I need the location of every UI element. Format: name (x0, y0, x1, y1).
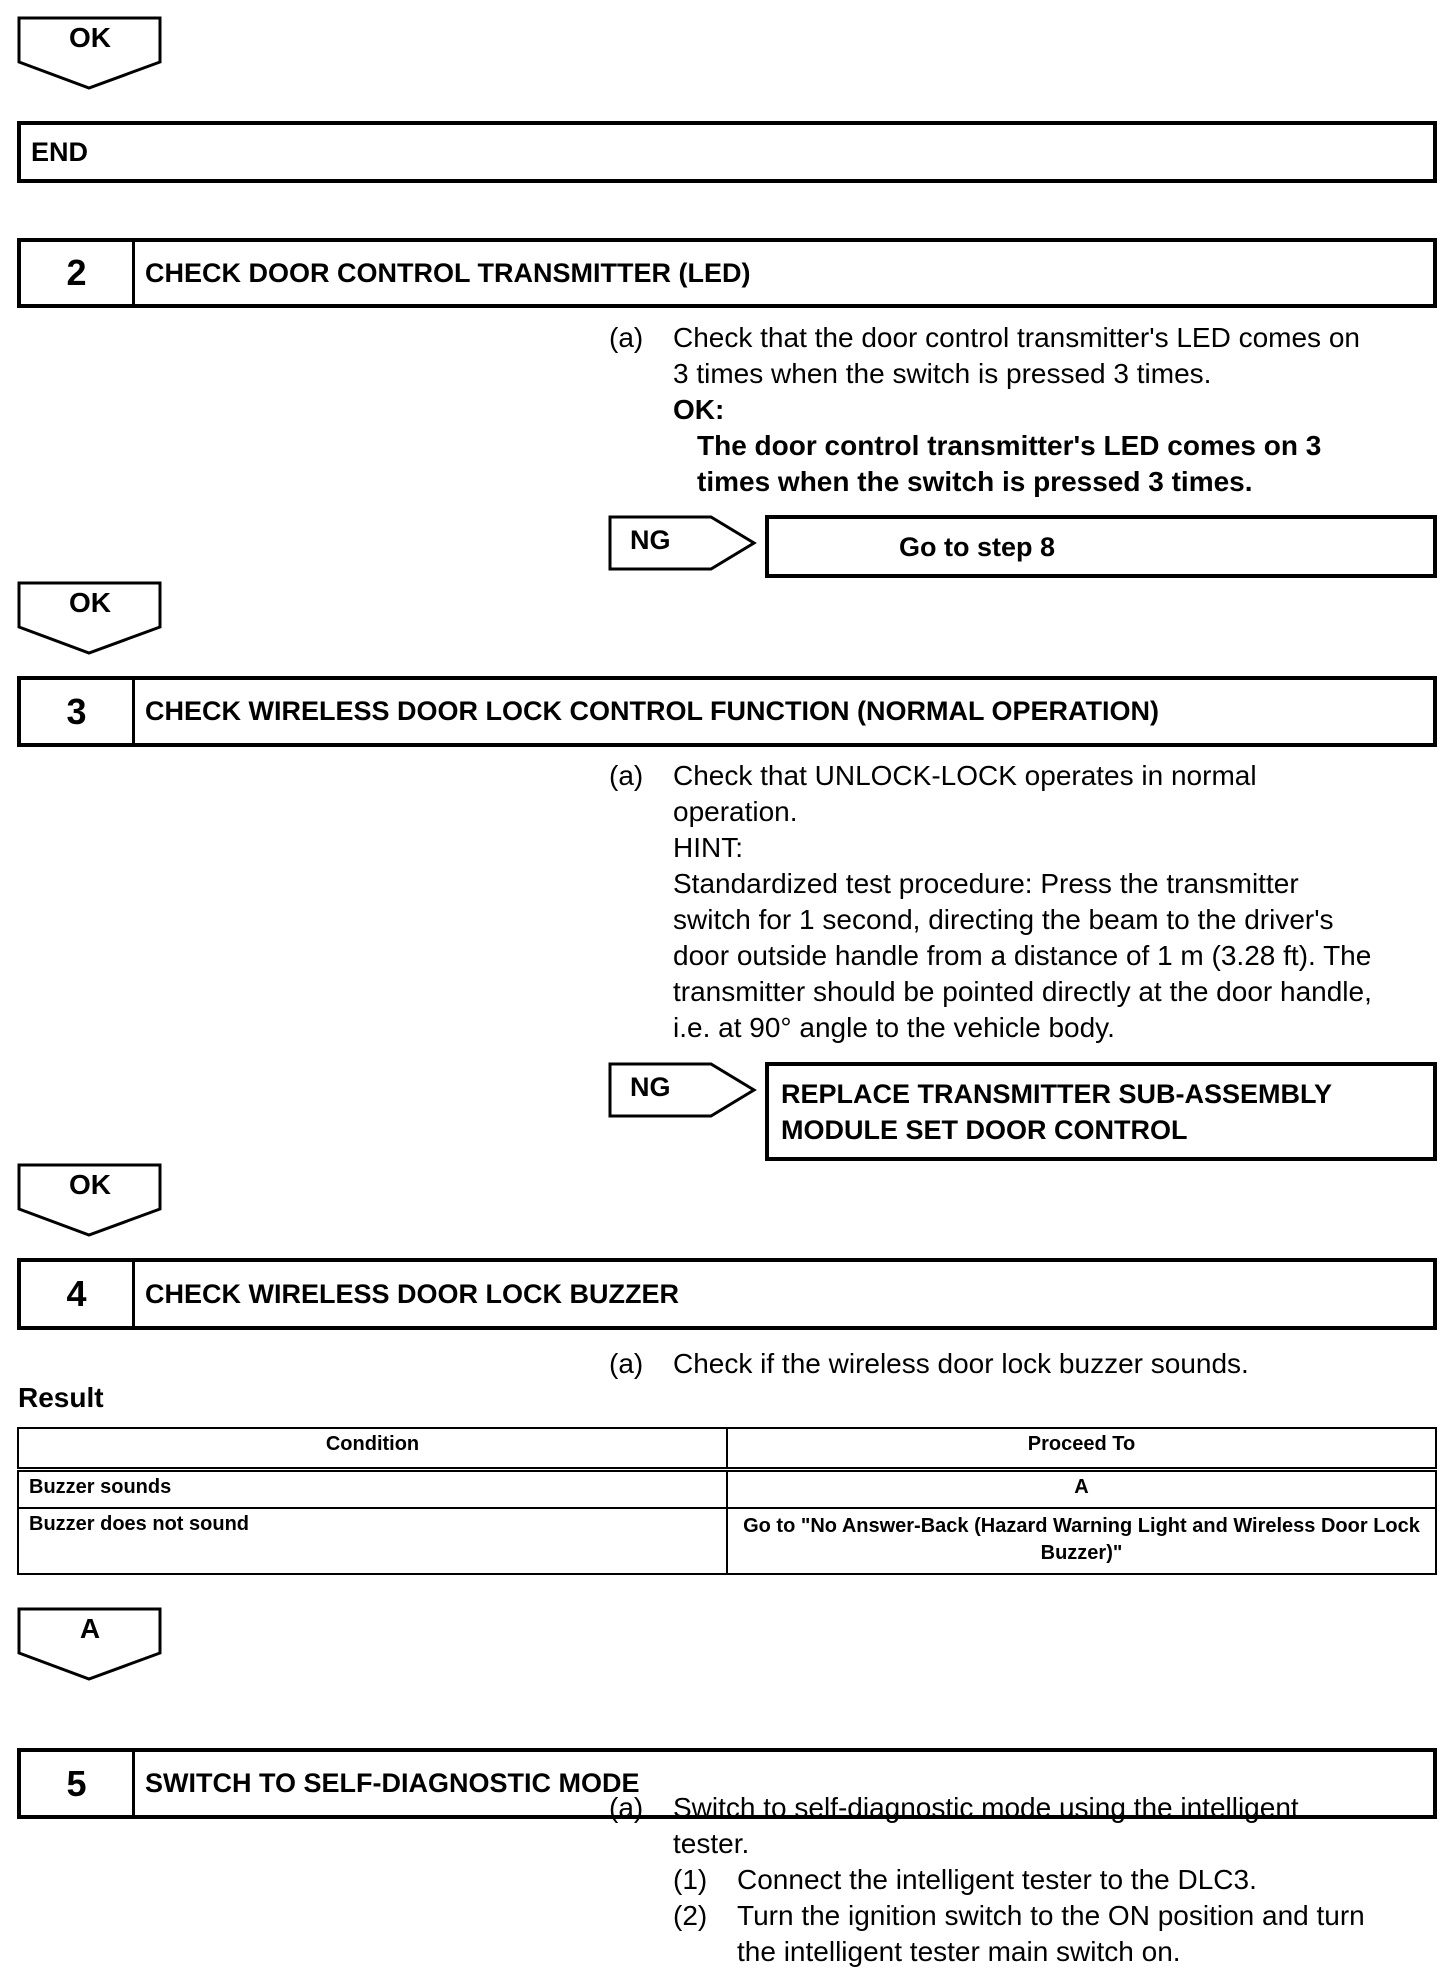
instruction-line: tester. (673, 1828, 750, 1859)
sub-item-label: (1) (673, 1864, 708, 1895)
ng-target-line: MODULE SET DOOR CONTROL (781, 1115, 1188, 1145)
step-title: CHECK WIRELESS DOOR LOCK CONTROL FUNCTION (NORMAL OPERATION) (145, 696, 1159, 726)
hint-line: door outside handle from a distance of 1 m (3.28 ft). The (673, 940, 1372, 971)
step-3-header (17, 676, 1437, 747)
hint-line: i.e. at 90° angle to the vehicle body. (673, 1012, 1115, 1043)
step-number: 2 (21, 242, 135, 304)
end-box (17, 121, 1437, 183)
go-to-step-8-link[interactable]: Go to step 8 (899, 532, 1056, 562)
ok-criteria-line: times when the switch is pressed 3 times. (697, 466, 1253, 497)
step-5-instructions (609, 1790, 1439, 1970)
condition-cell: Buzzer sounds (18, 1470, 727, 1508)
sub-item-line: Connect the intelligent tester to the DLC3. (737, 1864, 1257, 1895)
instruction-line: Check if the wireless door lock buzzer sounds. (673, 1348, 1249, 1379)
step-title: SWITCH TO SELF-DIAGNOSTIC MODE (145, 1768, 640, 1798)
instruction-line: 3 times when the switch is pressed 3 times. (673, 358, 1212, 389)
hint-line: switch for 1 second, directing the beam to the driver's (673, 904, 1334, 935)
end-label: END (31, 137, 89, 167)
column-header: Proceed To (727, 1428, 1436, 1470)
ok-heading: OK: (673, 394, 725, 425)
table-header-row (18, 1428, 1436, 1470)
a-flow-marker (17, 1607, 163, 1681)
proceed-to-cell[interactable]: Go to "No Answer-Back (Hazard Warning Light and Wireless Door Lock Buzzer)" (727, 1508, 1436, 1574)
step-4-instructions (609, 1346, 1439, 1382)
step-3-instructions (609, 758, 1439, 1046)
sub-item-line: the intelligent tester main switch on. (737, 1936, 1181, 1967)
item-label: (a) (609, 1792, 644, 1823)
step-number: 5 (21, 1752, 135, 1815)
item-label: (a) (609, 1348, 644, 1379)
instruction-line: Check that the door control transmitter's LED comes on (673, 322, 1360, 353)
item-label: (a) (609, 760, 644, 791)
step-number: 4 (21, 1262, 135, 1326)
ng-flow-marker (608, 515, 758, 571)
ok-criteria-line: The door control transmitter's LED comes on 3 (697, 430, 1322, 461)
condition-cell: Buzzer does not sound (18, 1508, 727, 1574)
sub-item-label: (2) (673, 1900, 708, 1931)
step-title: CHECK DOOR CONTROL TRANSMITTER (LED) (145, 257, 751, 288)
ok-flow-marker (17, 16, 163, 90)
hint-line: Standardized test procedure: Press the transmitter (673, 868, 1299, 899)
sub-item (673, 1862, 1439, 1898)
ok-label: OK (69, 1169, 111, 1200)
step-number: 3 (21, 680, 135, 743)
ng-label: NG (630, 525, 671, 555)
ok-label: OK (69, 587, 111, 618)
item-label: (a) (609, 322, 644, 353)
table-row (18, 1508, 1436, 1574)
step-2-instructions (609, 320, 1439, 500)
hint-line: transmitter should be pointed directly at the door handle, (673, 976, 1372, 1007)
ng-target-line: REPLACE TRANSMITTER SUB-ASSEMBLY (781, 1079, 1333, 1109)
step-title: CHECK WIRELESS DOOR LOCK BUZZER (145, 1278, 680, 1309)
result-heading: Result (18, 1382, 104, 1413)
ok-label: OK (69, 22, 111, 53)
proceed-to-cell: A (727, 1470, 1436, 1508)
hint-heading: HINT: (673, 832, 743, 863)
instruction-line: Switch to self-diagnostic mode using the intelligent (673, 1792, 1299, 1823)
step-4-header (17, 1258, 1437, 1330)
table-row (18, 1470, 1436, 1508)
a-label: A (79, 1613, 101, 1644)
step-2-header (17, 238, 1437, 308)
column-header: Condition (18, 1428, 727, 1470)
ok-flow-marker (17, 1163, 163, 1237)
instruction-line: Check that UNLOCK-LOCK operates in normal (673, 760, 1257, 791)
sub-item-line: Turn the ignition switch to the ON position and turn (737, 1900, 1365, 1931)
result-table (17, 1427, 1437, 1575)
replace-transmitter-link[interactable] (781, 1076, 1332, 1148)
instruction-line: operation. (673, 796, 798, 827)
ng-target-box[interactable] (765, 515, 1437, 578)
ng-flow-marker (608, 1062, 758, 1118)
ng-target-box[interactable] (765, 1062, 1437, 1161)
ng-label: NG (630, 1072, 671, 1102)
ok-flow-marker (17, 581, 163, 655)
sub-item (673, 1898, 1439, 1970)
